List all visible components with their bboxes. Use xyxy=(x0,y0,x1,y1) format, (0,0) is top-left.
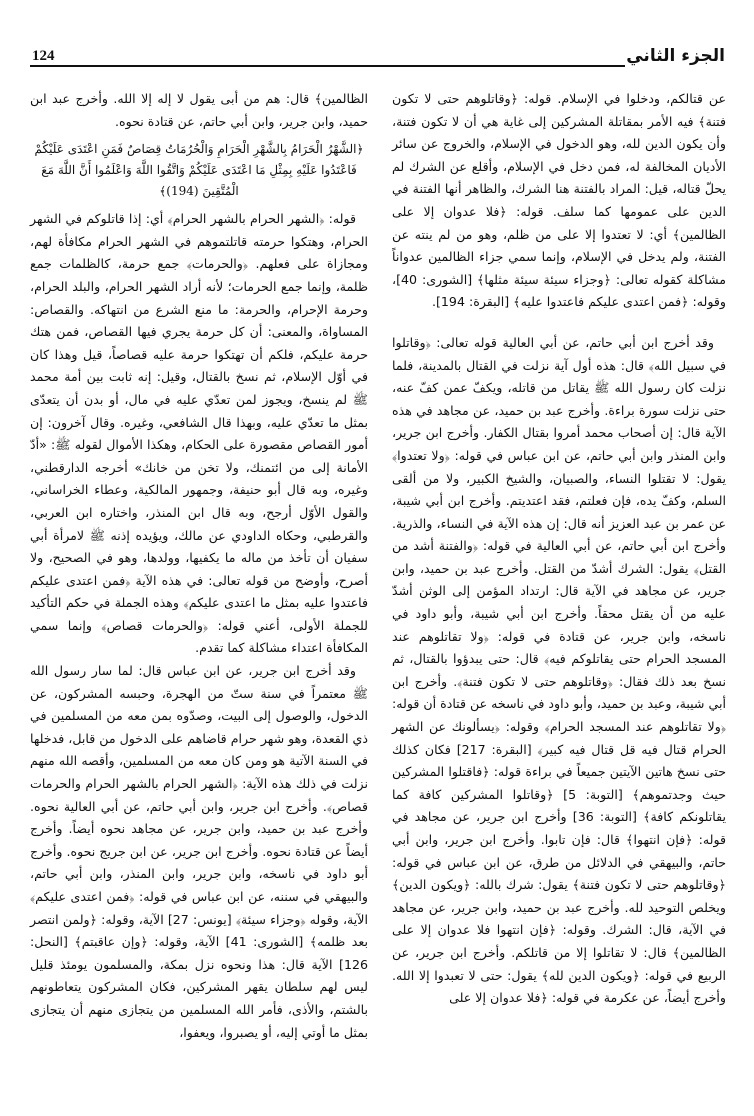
body-paragraph: قوله: ﴿الشهر الحرام بالشهر الحرام﴾ أي: إذا قاتلوكم في الشهر الحرام، وهتكوا حرمته قاتلتموهم في الشهر الحرام مكافأة لهم، ومجازاة على فعلهم. ﴿والحرمات﴾ جمع حرمة، كالظلمات جمع ظلمة، وإنما جمع الحرمات؛ لأنه أراد الشهر الحرام، والبلد الحرام، وحرمة الإحرام، والحرمة: ما منع الشرع من انتهاكه. والقصاص: المساواة، والمعنى: أن كل حرمة يجري فيها القصاص، فمن هتك حرمة عليكم، فلكم أن تهتكوا حرمة عليه قصاصاً، قيل وهذا كان في أوّل الإسلام، ثم نسخ بالقتال، وقيل: إنه ثابت بين أمة محمد ﷺ لم ينسخ، ويجوز لمن تعدّي عليه في مال، أو بدن أن يتعدّى بمثل ما تعدّي عليه، وبهذا قال الشافعي، وغيره. وقال آخرون: إن أمور القصاص مقصورة على الحكام، وهكذا الأموال لقوله ﷺ: «أدّ الأمانة إلى من ائتمنك، ولا تخن من خانك» أخرجه الدارقطني، وغيره، وبه قال أبو حنيفة، وجمهور المالكية، وعطاء الخراساني، والقول الأوّل أرجح، وبه قال ابن المنذر، واختاره ابن العربي، والقرطبي، وحكاه الداودي عن مالك، ويؤيده إذنه ﷺ لامرأة أبي سفيان أن تأخذ من ماله ما يكفيها، وولدها، وهو في الصحيح، ولا أصرح، وأوضح من قوله تعالى: في هذه الآية ﴿فمن اعتدى عليكم فاعتدوا عليه بمثل ما اعتدى عليكم﴾ وهذه الجملة في حكم التأكيد للجملة الأولى، أعني قوله: ﴿والحرمات قصاص﴾ وإنما سمي المكافأة اعتداء مشاكلة كما تقدم. xyxy=(30,211,368,656)
left-column xyxy=(30,88,368,1044)
running-title: الجزء الثاني xyxy=(626,46,725,66)
page-header xyxy=(30,46,725,70)
header-rule xyxy=(30,65,625,67)
body-paragraph: وقد أخرج ابن أبي حاتم، عن أبي العالية قوله تعالى: ﴿وقاتلوا في سبيل الله﴾ قال: هذه أول آية نزلت في القتال بالمدينة، فلما نزلت كان رسول الله ﷺ يقاتل من قاتله، ويكفّ عمن كفّ عنه، حتى نزلت سورة براءة. وأخرج عبد بن حميد، عن مجاهد في هذه الآية قال: إن أصحاب محمد أمروا بقتال الكفار. وأخرج ابن جرير، وابن المنذر وابن أبي حاتم، عن ابن عباس في قوله: ﴿ولا تعتدوا﴾ يقول: لا تقتلوا النساء، والصبيان، والشيخ الكبير، ولا من ألقى السلم، وكفّ يده، فإن فعلتم، فقد اعتديتم. وأخرج ابن أبي شيبة، عن عمر بن عبد العزيز أنه قال: إن هذه الآية في النساء، والذرية. وأخرج ابن أبي حاتم، عن أبي العالية في قوله: ﴿والفتنة أشد من القتل﴾ يقول: الشرك أشدّ من القتل. وأخرج عبد بن حميد، وابن جرير، عن مجاهد في الآية قال: ارتداد المؤمن إلى الوثن أشدّ عليه من أن يقتل محقاً. وأخرج ابن أبي شيبة، وأبو داود في ناسخه، وابن جرير، عن قتادة في قوله: ﴿ولا تقاتلوهم عند المسجد الحرام حتى يقاتلوكم فيه﴾ قال: حتى يبدؤوا بالقتال، ثم نسخ بعد ذلك فقال: ﴿وقاتلوهم حتى لا تكون فتنة﴾. وأخرج ابن أبي شيبة، وعبد بن حميد، وأبو داود في ناسخه عن قتادة أن قوله: ﴿ولا تقاتلوهم عند المسجد الحرام﴾ وقوله: ﴿يسألونك عن الشهر الحرام قتال فيه قل قتال فيه كبير﴾ [البقرة: 217] فكان كذلك حتى نسخ هاتين الآيتين جميعاً في براءة قوله: ﴿فاقتلوا المشركين حيث وجدتموهم﴾ [التوبة: 5] ﴿وقاتلوا المشركين كافة كما يقاتلونكم كافة﴾ [التوبة: 36] وأخرج ابن جرير، عن مجاهد في قوله: ﴿فإن انتهوا﴾ قال: فإن تابوا. وأخرج ابن جرير، وابن أبي حاتم، والبيهقي في الدلائل من طرق، عن ابن عباس في قوله: ﴿وقاتلوهم حتى لا تكون فتنة﴾ يقول: شرك بالله: ﴿ويكون الدين﴾ ويخلص التوحيد لله. وأخرج عبد بن حميد، وابن جرير، عن مجاهد في الآية، قال: الشرك. وقوله: ﴿فإن انتهوا فلا عدوان إلا على الظالمين﴾ قال: لا تقاتلوا إلا من قاتلكم. وأخرج ابن جرير، عن الربيع في قوله: ﴿ويكون الدين لله﴾ يقول: حتى لا تعبدوا إلا الله. وأخرج أيضاً، عن عكرمة في قوله: ﴿فلا عدوان إلا على xyxy=(392,334,726,1006)
quran-verse: ﴿الشَّهْرُ الْحَرَامُ بِالشَّهْرِ الْحَرَامِ وَالْحُرُمَاتُ قِصَاصٌ فَمَنِ اعْتَدَى عَلَيْكُمْ فَاعْتَدُوا عَلَيْهِ بِمِثْلِ مَا اعْتَدَى عَلَيْكُمْ وَاتَّقُوا اللَّهَ وَاعْلَمُوا أَنَّ اللَّهَ مَعَ الْمُتَّقِينَ (194)﴾ xyxy=(34,142,364,199)
body-paragraph: الظالمين﴾ قال: هم من أبى يقول لا إله إلا الله. وأخرج عبد ابن حميد، وابن جرير، وابن أبي حاتم، عن قتادة نحوه. xyxy=(30,91,368,129)
page-number: 124 xyxy=(32,48,55,64)
right-column xyxy=(392,88,726,1010)
body-paragraph: وقد أخرج ابن جرير، عن ابن عباس قال: لما سار رسول الله ﷺ معتمراً في سنة ستّ من الهجرة، وحبسه المشركون، عن الدخول، والوصول إلى البيت، وصدّوه بمن معه من المسلمين في ذي القعدة، وهو شهر حرام قاضاهم على الدخول من قابل، فدخلها في السنة الآتية هو ومن كان معه من المسلمين، وأقصه الله منهم نزلت في ذلك هذه الآية: ﴿الشهر الحرام بالشهر الحرام والحرمات قصاص﴾. وأخرج ابن جرير، وابن أبي حاتم، عن أبي العالية نحوه. وأخرج عبد بن حميد، وابن جرير، عن مجاهد نحوه أيضاً. وأخرج أيضاً عن قتادة نحوه. وأخرج ابن جرير، عن ابن جريج نحوه. وأخرج أبو داود في ناسخه، وابن جرير، وابن المنذر، وابن أبي حاتم، والبيهقي في سننه، عن ابن عباس في قوله: ﴿فمن اعتدى عليكم﴾ الآية، وقوله ﴿وجزاء سيئة﴾ [يونس: 27] الآية، وقوله: ﴿ولمن انتصر بعد ظلمه﴾ [الشورى: 41] الآية، وقوله: ﴿وإن عاقبتم﴾ [النحل: 126] الآية قال: هذا ونحوه نزل بمكة، والمسلمون يومئذ قليل ليس لهم سلطان يقهر المشركين، فكان المشركون يتعاطونهم بالشتم، والأذى، فأمر الله المسلمين من يتجازى منهم أن يتجازى بمثل ما أوتي إليه، أو يصبروا، ويعفوا، xyxy=(30,663,368,1040)
body-paragraph: عن قتالكم، ودخلوا في الإسلام. قوله: ﴿وقاتلوهم حتى لا تكون فتنة﴾ فيه الأمر بمقاتلة المشركين إلى غاية هي أن لا تكون فتنة، وأن يكون الدين لله، وهو الدخول في الإسلام، والخروج عن سائر الأديان المخالفة له، فمن دخل في الإسلام، وأقلع عن الشرك لم يحلّ قتاله، قيل: المراد بالفتنة هنا الشرك، والظاهر أنها الفتنة في الدين على عمومها كما سلف. قوله: ﴿فلا عدوان إلا على الظالمين﴾ أي: لا تعتدوا إلا على من ظلم، وهو من لم ينته عن الفتنة، ولم يدخل في الإسلام، وإنما سمي جزاء الظالمين عدواناً مشاكلة كقوله تعالى: ﴿وجزاء سيئة سيئة مثلها﴾ [الشورى: 40]، وقوله: ﴿فمن اعتدى عليكم فاعتدوا عليه﴾ [البقرة: 194]. xyxy=(392,91,726,310)
